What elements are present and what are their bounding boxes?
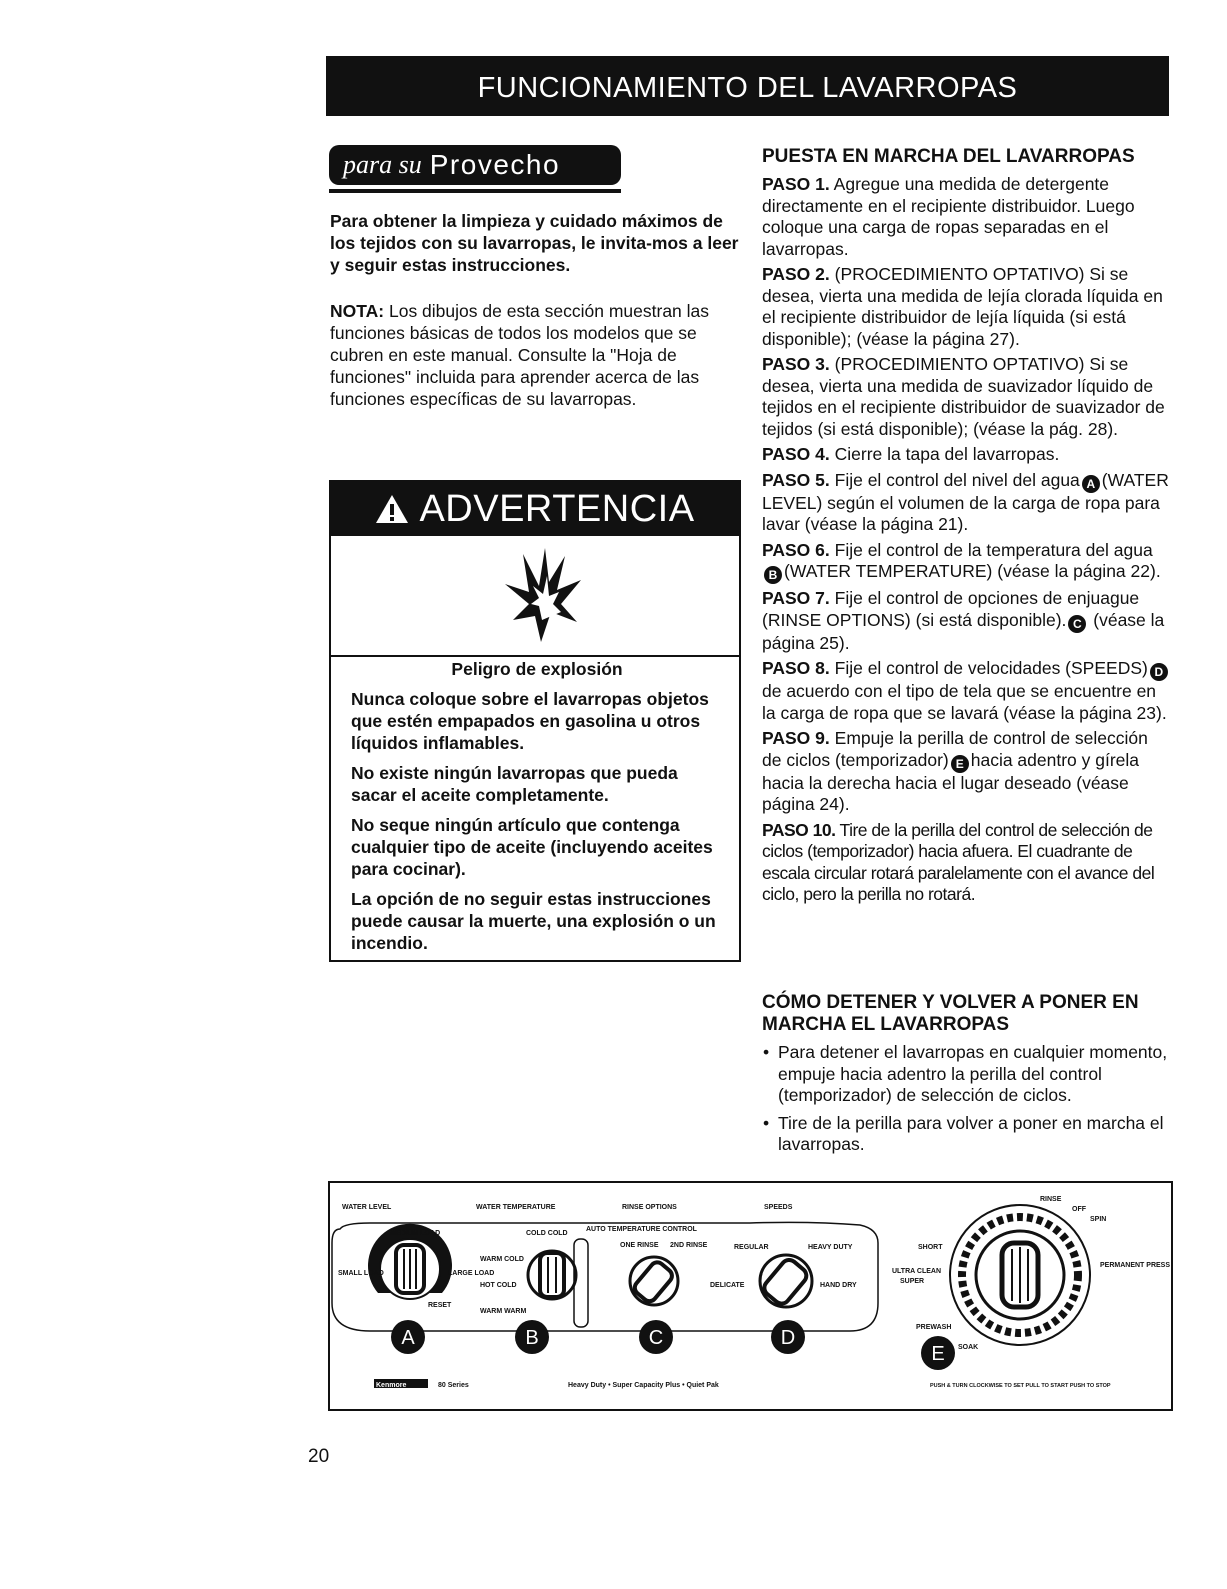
timer-instructions: PUSH & TURN CLOCKWISE TO SET PULL TO START PUSH TO STOP [930,1383,1111,1389]
step-9 [762,728,1172,816]
mark-permanent-press: PERMANENT PRESS [1100,1262,1171,1269]
brand-logo-text: Kenmore [376,1382,407,1389]
series-label: 80 Series [438,1382,469,1389]
step-label: PASO 6. [762,539,830,560]
step-label: PASO 3. [762,354,830,374]
step-text: Fije el control de velocidades (SPEEDS) [834,658,1148,678]
benefit-badge [329,145,621,193]
page-number: 20 [308,1446,330,1467]
warning-title [331,482,739,536]
mark-delicate: DELICATE [710,1282,745,1289]
warning-paragraph: No seque ningún artículo que contenga cualquier tipo de aceite (incluyendo aceites para cocinar). [351,815,713,879]
step-label: PASO 2. [762,264,830,284]
rinse-options-knob [630,1257,678,1305]
mark-small-load: SMALL LOAD [338,1270,384,1277]
step-text: hacia adentro y gírela hacia la derecha hacia el lugar deseado (véase página 24). [762,749,1140,814]
step-label: PASO 9. [762,728,830,748]
mark-hand-dry: HAND DRY [820,1282,857,1289]
note-label: NOTA: [330,301,385,321]
step-text: (PROCEDIMIENTO OPTATIVO) Si se desea, vierta una medida de lejía clorada líquida en el recipiente distribuidor de lejía líquida (si está disponible); (véase la página 27). [762,264,1163,349]
warning-paragraph: Nunca coloque sobre el lavarropas objetos que estén empapados en gasolina u otros líquidos inflamables. [351,689,709,753]
step-text: Tire de la perilla del control de selección de ciclos (temporizador) hacia afuera. El cuadrante de escala circular rotará paralelamente con el avance del ciclo, pero la perilla no rotará. [762,819,1155,904]
warning-body [351,658,723,962]
step-text: Empuje la perilla de control de selección de ciclos (temporizador) [762,728,1148,770]
step-2 [762,264,1172,350]
label-water-level: WATER LEVEL [342,1204,392,1211]
step-8 [762,658,1172,724]
svg-text:B: B [525,1327,539,1349]
mark-warm-warm: WARM WARM [480,1308,527,1315]
warning-divider [331,655,739,657]
label-speeds: SPEEDS [764,1204,793,1211]
mark-heavy-duty: HEAVY DUTY [808,1244,853,1251]
step-label: PASO 4. [762,444,830,464]
warning-triangle-icon [375,493,409,525]
step-7 [762,588,1172,654]
step-text: (WATER LEVEL) según el volumen de la carga de ropa para lavar (véase la página 21). [762,469,1169,534]
mark-rinse: RINSE [1040,1196,1062,1203]
intro-paragraph: Para obtener la limpieza y cuidado máximos de los tejidos con su lavarropas, le invita-mos a leer y seguir estas instrucciones. [330,211,739,275]
section-header: FUNCIONAMIENTO DEL LAVARROPAS [326,56,1169,116]
warning-box [329,480,741,962]
svg-text:E: E [931,1343,945,1365]
label-water-temperature: WATER TEMPERATURE [476,1204,556,1211]
stop-list [762,1042,1172,1156]
start-heading: PUESTA EN MARCHA DEL LAVARROPAS [762,146,1135,167]
badge-script: para su [343,150,422,179]
label-rinse-options: RINSE OPTIONS [622,1204,677,1211]
svg-text:C: C [648,1327,664,1349]
svg-text:A: A [401,1327,415,1349]
step-text: (véase la página 25). [762,609,1165,653]
hazard-title: Peligro de explosión [451,659,623,679]
mark-spin: SPIN [1090,1216,1107,1223]
marker-c-icon [639,1320,673,1354]
warning-paragraph: No existe ningún lavarropas que pueda sacar el aceite completamente. [351,763,678,805]
features-label: Heavy Duty • Super Capacity Plus • Quiet Pak [568,1382,719,1389]
step-text: Agregue una medida de detergente directamente en el recipiente distribuidor. Luego coloque una carga de ropas separadas en el lavarropas. [762,174,1135,259]
mark-medium-load: MEDIUM LOAD [390,1230,441,1237]
mark-short: SHORT [918,1244,943,1251]
explosion-icon [501,546,583,646]
marker-b-icon [515,1320,549,1354]
step-text: Fije el control de opciones de enjuague (RINSE OPTIONS) (si está disponible). [762,588,1140,630]
speeds-knob [760,1255,812,1307]
list-item: • Para detener el lavarropas en cualquier momento, empuje hacia adentro la perilla del control (temporizador) de selección de ciclos. [776,1042,1172,1107]
step-6 [762,540,1172,585]
step-5 [762,470,1172,536]
step-label: PASO 7. [762,588,830,608]
step-text: Fije el control del nivel del agua [834,469,1080,490]
marker-b-icon: B [764,566,782,584]
note-text: Los dibujos de esta sección muestran las funciones básicas de todos los modelos que se cubren en este manual. Consulte la "Hoja de funciones" incluida para aprender acerca de las funciones específicas de su lavarropas. [330,301,710,409]
step-label: PASO 10. [762,819,836,840]
marker-d-icon: D [1150,663,1168,681]
marker-c-icon: C [1068,615,1086,633]
step-label: PASO 5. [762,469,830,490]
mark-hot-cold: HOT COLD [480,1282,517,1289]
mark-off: OFF [1072,1206,1086,1213]
warning-paragraph: La opción de no seguir estas instrucciones puede causar la muerte, una explosión o un incendio. [351,889,716,953]
badge-word: Provecho [429,149,561,180]
step-text: de acuerdo con el tipo de tela que se encuentre en la carga de ropa que se lavará (véase la página 23). [762,681,1167,723]
step-label: PASO 8. [762,658,830,678]
step-10 [762,820,1172,906]
start-section [762,146,1172,910]
marker-a-icon: A [1082,475,1100,493]
control-panel-diagram [328,1181,1173,1411]
list-item: • Tire de la perilla para volver a poner en marcha el lavarropas. [776,1113,1172,1156]
mark-large-load: LARGE LOAD [448,1270,495,1277]
note-paragraph [330,300,750,410]
mark-second-rinse: 2ND RINSE [670,1242,708,1249]
cycle-timer-dial [950,1205,1090,1345]
marker-e-icon: E [951,755,969,773]
marker-a-icon [391,1320,425,1354]
mark-one-rinse: ONE RINSE [620,1242,659,1249]
badge-underline [329,189,621,193]
mark-super: SUPER [900,1278,925,1285]
step-1 [762,174,1172,260]
stop-section [762,992,1172,1162]
svg-text:D: D [780,1327,796,1349]
step-text: (PROCEDIMIENTO OPTATIVO) Si se desea, vierta una medida de suavizador líquido de tejidos en el recipiente distribuidor de suavizador de tejidos (si está disponible); (véase la pág. 28). [762,354,1165,439]
water-temperature-knob [528,1239,588,1327]
control-panel-illustration [330,1183,1171,1409]
step-label: PASO 1. [762,174,830,194]
step-4 [762,444,1172,466]
mark-soak: SOAK [958,1344,979,1351]
step-text: Cierre la tapa del lavarropas. [834,444,1060,464]
mark-prewash: PREWASH [916,1324,952,1331]
step-3 [762,354,1172,440]
stop-heading: CÓMO DETENER Y VOLVER A PONER EN MARCHA EL LAVARROPAS [762,992,1139,1035]
mark-ultra-clean: ULTRA CLEAN [892,1268,941,1275]
marker-d-icon [771,1320,805,1354]
mark-cold-cold: COLD COLD [526,1230,568,1237]
mark-reset: RESET [428,1302,452,1309]
step-text: Fije el control de la temperatura del agua [834,539,1153,560]
marker-e-icon [921,1336,955,1370]
mark-regular: REGULAR [734,1244,769,1251]
mark-warm-cold: WARM COLD [480,1256,524,1263]
warning-title-text: ADVERTENCIA [419,487,695,530]
mark-auto-temp: AUTO TEMPERATURE CONTROL [586,1226,697,1233]
step-text: (WATER TEMPERATURE) (véase la página 22). [784,561,1161,581]
